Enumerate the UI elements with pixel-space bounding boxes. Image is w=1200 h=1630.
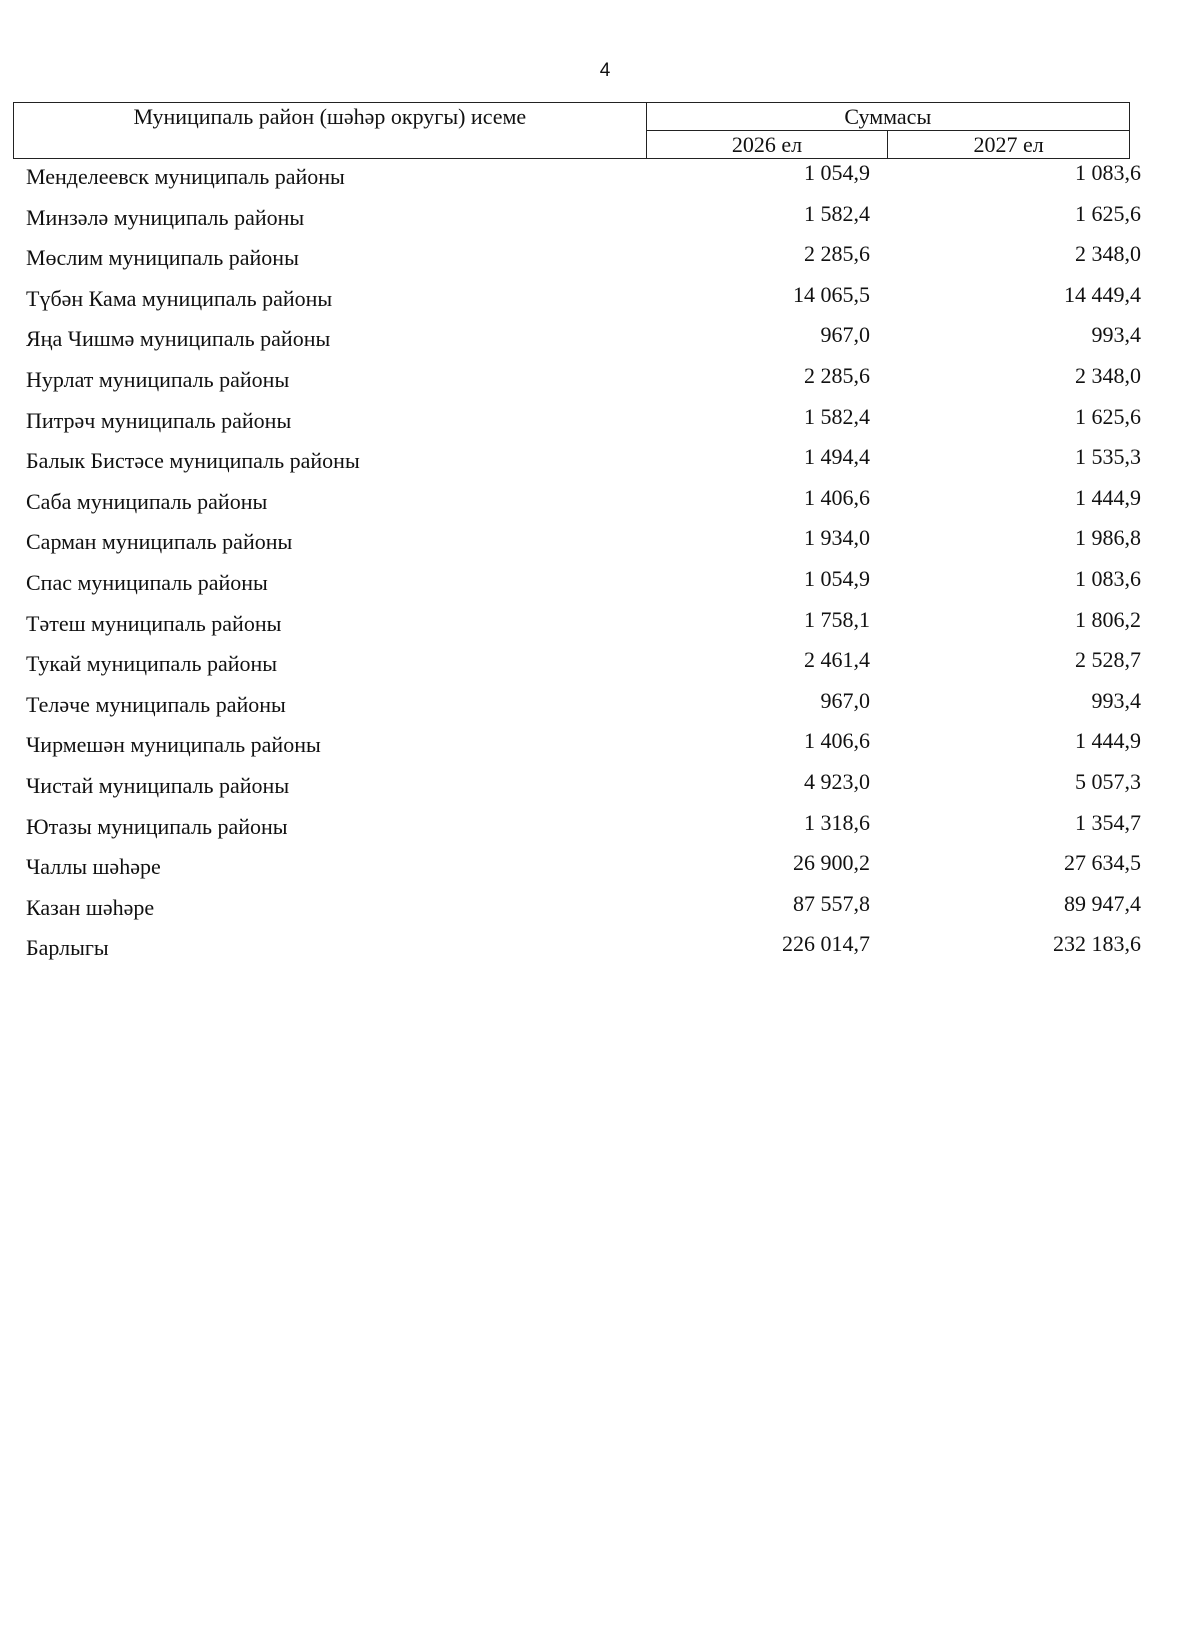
row-name: Спас муниципаль районы <box>26 569 268 595</box>
table-row <box>26 241 1141 282</box>
table-row <box>26 200 1141 242</box>
row-value-2027: 1 625,6 <box>1075 200 1141 226</box>
table-row <box>26 403 1141 445</box>
row-value-2026: 2 285,6 <box>804 362 870 388</box>
table-row <box>26 444 1141 485</box>
column-header-2026: 2026 ел <box>646 131 888 159</box>
row-value-2026: 1 494,4 <box>804 444 870 470</box>
row-name: Тәтеш муниципаль районы <box>26 610 282 636</box>
row-name: Саба муниципаль районы <box>26 488 268 514</box>
row-value-2027: 14 449,4 <box>1064 281 1141 307</box>
row-name: Балык Бистәсе муниципаль районы <box>26 448 360 474</box>
page-number: 4 <box>599 60 611 81</box>
row-value-2027: 993,4 <box>1091 322 1141 348</box>
table-row <box>26 525 1141 566</box>
table-row <box>26 768 1141 810</box>
row-name: Чирмешән муниципаль районы <box>26 732 321 758</box>
row-value-2026: 967,0 <box>820 322 870 348</box>
row-value-2026: 1 934,0 <box>804 525 870 551</box>
row-name: Минзәлә муниципаль районы <box>26 204 305 230</box>
row-value-2027: 1 806,2 <box>1075 606 1141 632</box>
table-row <box>26 687 1141 729</box>
row-value-2026: 226 014,7 <box>782 931 870 957</box>
table-row <box>26 647 1141 688</box>
row-value-2026: 1 406,6 <box>804 484 870 510</box>
table-row <box>26 160 1141 201</box>
row-value-2027: 2 348,0 <box>1075 241 1141 267</box>
table-row <box>26 850 1141 891</box>
column-header-name: Муниципаль район (шәһәр округы) исеме <box>14 103 647 159</box>
table-body <box>26 160 1141 972</box>
row-name: Түбән Кама муниципаль районы <box>26 285 333 311</box>
row-value-2027: 5 057,3 <box>1075 768 1141 794</box>
table-row <box>26 606 1141 648</box>
row-value-2027: 1 444,9 <box>1075 484 1141 510</box>
row-value-2026: 1 054,9 <box>804 160 870 185</box>
row-value-2027: 2 348,0 <box>1075 362 1141 388</box>
table-row <box>26 565 1141 607</box>
row-value-2026: 1 054,9 <box>804 565 870 591</box>
row-value-2026: 4 923,0 <box>804 768 870 794</box>
row-value-2027: 27 634,5 <box>1064 850 1141 876</box>
row-value-2027: 1 444,9 <box>1075 728 1141 754</box>
row-value-2027: 1 083,6 <box>1075 160 1141 185</box>
table-row <box>26 362 1141 404</box>
row-value-2026: 967,0 <box>820 687 870 713</box>
row-value-2027: 1 083,6 <box>1075 565 1141 591</box>
column-header-sum: Суммасы <box>646 103 1129 131</box>
table-row <box>26 728 1141 769</box>
table-row <box>26 322 1141 363</box>
row-name: Ютазы муниципаль районы <box>26 813 288 839</box>
table-row <box>26 281 1141 323</box>
row-value-2027: 2 528,7 <box>1075 647 1141 673</box>
table-row <box>26 809 1141 851</box>
row-value-2027: 1 535,3 <box>1075 444 1141 470</box>
row-value-2027: 89 947,4 <box>1064 890 1141 916</box>
table-row <box>26 890 1141 932</box>
row-name: Чаллы шәһәре <box>26 854 161 880</box>
row-value-2026: 1 406,6 <box>804 728 870 754</box>
row-name: Яңа Чишмә муниципаль районы <box>26 326 331 352</box>
row-value-2026: 1 758,1 <box>804 606 870 632</box>
row-name: Нурлат муниципаль районы <box>26 366 290 392</box>
row-name: Казан шәһәре <box>26 894 155 920</box>
row-value-2027: 1 625,6 <box>1075 403 1141 429</box>
row-value-2026: 87 557,8 <box>793 890 870 916</box>
row-value-2026: 1 582,4 <box>804 403 870 429</box>
row-value-2027: 232 183,6 <box>1053 931 1141 957</box>
row-value-2026: 2 461,4 <box>804 647 870 673</box>
row-value-2027: 1 354,7 <box>1075 809 1141 835</box>
row-value-2026: 2 285,6 <box>804 241 870 267</box>
row-name: Мөслим муниципаль районы <box>26 245 299 271</box>
row-name: Теләче муниципаль районы <box>26 691 286 717</box>
row-value-2027: 1 986,8 <box>1075 525 1141 551</box>
row-name: Сарман муниципаль районы <box>26 529 293 555</box>
row-name: Чистай муниципаль районы <box>26 772 290 798</box>
row-value-2026: 1 318,6 <box>804 809 870 835</box>
row-value-2026: 14 065,5 <box>793 281 870 307</box>
table-row <box>26 484 1141 526</box>
row-name: Менделеевск муниципаль районы <box>26 164 345 189</box>
table-header <box>13 102 1130 159</box>
row-name: Питрәч муниципаль районы <box>26 407 292 433</box>
row-value-2027: 993,4 <box>1091 687 1141 713</box>
table-row <box>26 931 1141 972</box>
row-value-2026: 26 900,2 <box>793 850 870 876</box>
row-value-2026: 1 582,4 <box>804 200 870 226</box>
row-name: Тукай муниципаль районы <box>26 651 278 677</box>
column-header-2027: 2027 ел <box>888 131 1130 159</box>
row-name: Барлыгы <box>26 935 109 961</box>
